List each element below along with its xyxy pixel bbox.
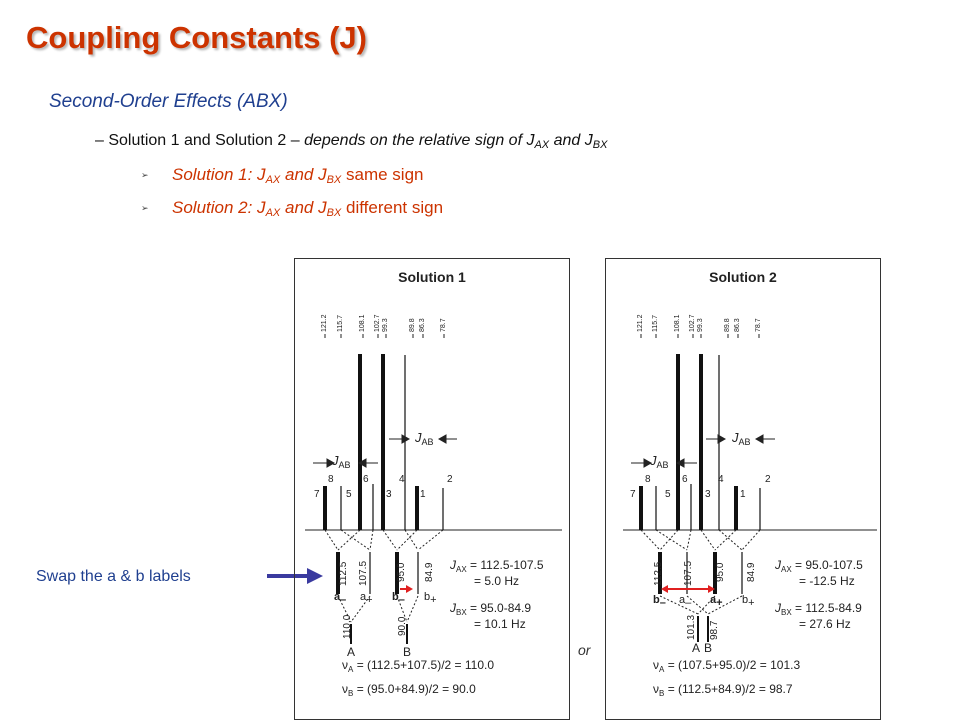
label-a: A — [692, 641, 701, 655]
line-number: 1 — [740, 489, 746, 500]
peak-label: 89.8 — [409, 318, 416, 332]
bullet-2-mid: and J — [284, 198, 327, 217]
line-number: 8 — [328, 474, 334, 485]
jbx-result: = 10.1 Hz — [474, 617, 526, 631]
description-prefix: Solution 1 and Solution 2 – — [108, 132, 300, 149]
description-and: and J — [553, 132, 593, 149]
nu-a-equation: $\nu_A = (112.5+107.5)/2 = 110.0$ — [342, 658, 495, 674]
jax-equation: $J_{AX} = 95.0-107.5$ — [775, 558, 863, 574]
line-number: 3 — [705, 489, 711, 500]
peak-label: 102.7 — [374, 314, 381, 332]
center-a-value: 101.3 — [686, 614, 697, 640]
line-number: 2 — [447, 474, 453, 485]
sub-bx: BX — [592, 139, 608, 151]
sub-label-a-plus: $a_+$ — [360, 591, 373, 606]
nu-b-equation: $\nu_B = (95.0+84.9)/2 = 90.0$ — [342, 682, 476, 698]
jab-label: $J_{AB}$ — [332, 453, 351, 470]
sub-label-b-plus: $b_+$ — [742, 594, 755, 609]
peak-label: 99.3 — [697, 318, 704, 332]
center-b-value: 98.7 — [709, 620, 720, 640]
jax-result: = 5.0 Hz — [474, 574, 520, 588]
jbx-equation: $J_{BX} = 95.0-84.9$ — [450, 601, 532, 617]
label-b: B — [403, 645, 412, 659]
solution-2-title: Solution 2 — [709, 269, 777, 285]
bullet-2-post: different sign — [346, 198, 444, 217]
bullet-1-sub-ax: AX — [265, 174, 281, 186]
line-number: 7 — [630, 489, 636, 500]
bullet-2-pre: Solution 2: J — [172, 198, 266, 217]
solution-description — [95, 132, 607, 151]
jab-label: $J_{AB}$ — [732, 430, 751, 447]
peak-label: 99.3 — [382, 318, 389, 332]
label-b: B — [704, 641, 713, 655]
line-number: 4 — [399, 474, 405, 485]
peak-label: 121.2 — [321, 314, 328, 332]
peak-label: 115.7 — [337, 315, 344, 332]
sub-peak-label: 112.5 — [653, 561, 664, 586]
bullet-2-sub-bx: BX — [326, 207, 342, 219]
label-a: A — [347, 645, 356, 659]
line-number: 7 — [314, 489, 320, 500]
peak-label: 102.7 — [689, 314, 696, 332]
sub-label-a-plus: $a_+$ — [710, 594, 723, 609]
line-number: 6 — [682, 474, 688, 485]
dash-bullet: – — [95, 132, 104, 149]
description-italic: depends on the relative sign of J — [304, 132, 535, 149]
slide-title: Coupling Constants (J) — [26, 20, 367, 55]
jbx-result: = 27.6 Hz — [799, 617, 851, 631]
jax-equation: $J_{AX} = 112.5-107.5$ — [450, 558, 544, 574]
sub-peak-label: 107.5 — [358, 560, 369, 586]
sub-peak-label: 95.0 — [715, 562, 726, 582]
peak-label: 78.7 — [440, 318, 447, 332]
line-number: 5 — [665, 489, 671, 500]
sub-peak-label: 84.9 — [746, 562, 757, 582]
line-number: 1 — [420, 489, 426, 500]
bullet-1-mid: and J — [284, 165, 327, 184]
sub-peak-label: 112.5 — [338, 561, 349, 586]
line-number: 5 — [346, 489, 352, 500]
sub-peak-label: 95.0 — [396, 562, 407, 582]
jax-result: = -12.5 Hz — [799, 574, 855, 588]
solution-1-spectrum — [294, 258, 570, 720]
peak-label: 78.7 — [755, 318, 762, 332]
bullet-arrow-icon: ➢ — [141, 170, 149, 180]
peak-label: 89.8 — [724, 318, 731, 332]
bullet-1-sub-bx: BX — [326, 174, 342, 186]
solution-2-panel — [605, 258, 881, 720]
sub-peak-label: 84.9 — [424, 562, 435, 582]
or-label: or — [578, 642, 591, 658]
jbx-equation: $J_{BX} = 112.5-84.9$ — [775, 601, 862, 617]
line-number: 2 — [765, 474, 771, 485]
line-number: 8 — [645, 474, 651, 485]
sub-label-a-minus: $a_-$ — [334, 591, 347, 606]
center-a-value: 110.0 — [342, 614, 353, 639]
peak-label: 121.2 — [637, 314, 644, 332]
sub-label-b-plus: $b_+$ — [424, 591, 437, 606]
bullet-1-post: same sign — [346, 165, 424, 184]
jab-label: $J_{AB}$ — [415, 430, 434, 447]
line-number: 4 — [718, 474, 724, 485]
solution-1-title: Solution 1 — [398, 269, 466, 285]
peak-label: 86.3 — [419, 318, 426, 332]
jab-label: $J_{AB}$ — [650, 453, 669, 470]
sub-label-b-minus: $b_-$ — [392, 591, 405, 606]
bullet-1-pre: Solution 1: J — [172, 165, 266, 184]
center-b-value: 90.0 — [397, 616, 408, 636]
bullet-2-sub-ax: AX — [265, 207, 281, 219]
bullet-arrow-icon: ➢ — [141, 203, 149, 213]
sub-peak-label: 107.5 — [683, 560, 694, 586]
peak-label: 86.3 — [734, 318, 741, 332]
peak-label: 115.7 — [652, 315, 659, 332]
sub-label-b-minus: $b_-$ — [653, 594, 666, 609]
nu-b-equation: $\nu_B = (112.5+84.9)/2 = 98.7$ — [653, 682, 793, 698]
sub-ax: AX — [534, 139, 550, 151]
section-heading: Second-Order Effects (ABX) — [49, 91, 288, 112]
sub-label-a-minus: $a_-$ — [679, 594, 692, 609]
swap-labels-note: Swap the a & b labels — [36, 568, 191, 585]
solution-1-panel — [294, 258, 570, 720]
peak-label: 108.1 — [674, 314, 681, 332]
line-number: 6 — [363, 474, 369, 485]
nu-a-equation: $\nu_A = (107.5+95.0)/2 = 101.3$ — [653, 658, 801, 674]
line-number: 3 — [386, 489, 392, 500]
peak-label: 108.1 — [359, 314, 366, 332]
